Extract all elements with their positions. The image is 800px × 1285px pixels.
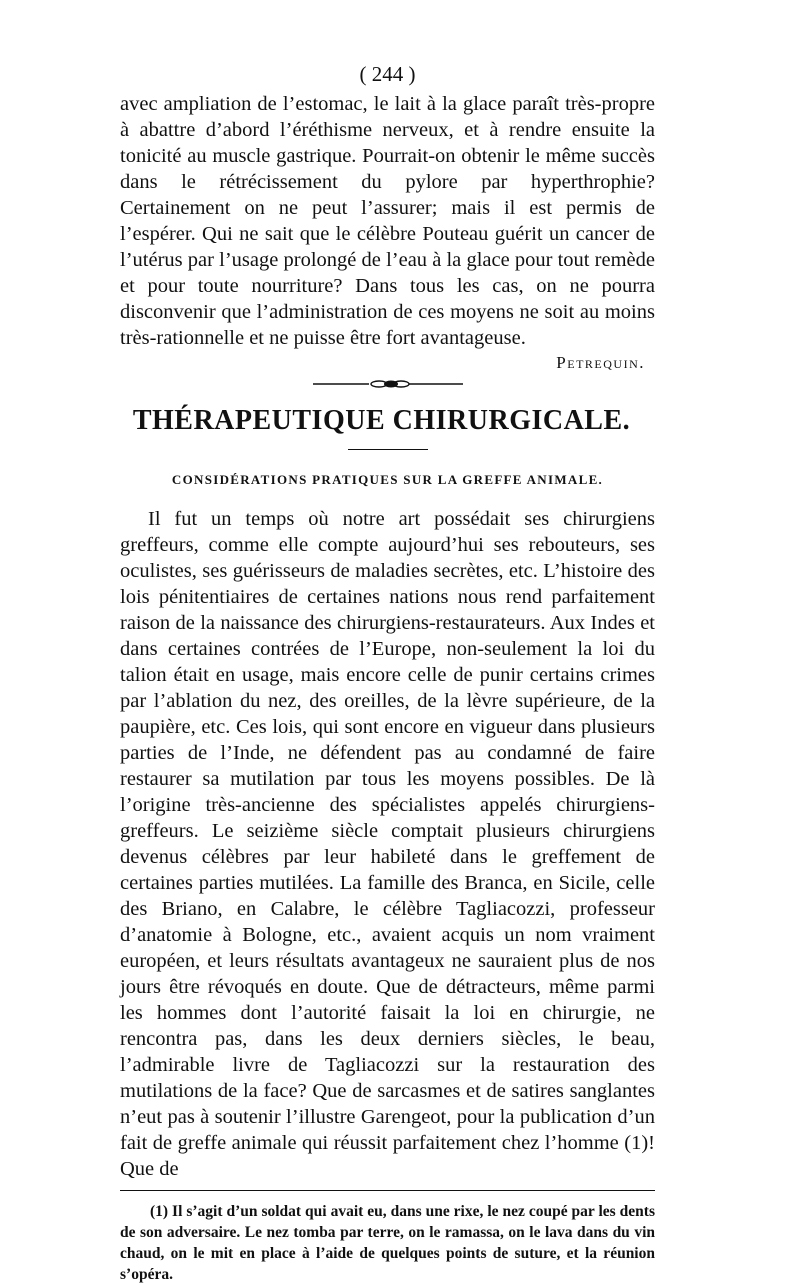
section-subtitle: CONSIDÉRATIONS PRATIQUES SUR LA GREFFE ANIMALE.: [171, 472, 604, 487]
intro-paragraph: avec ampliation de l’estomac, le lait à la glace paraît très-propre à abattre d’abord l’éréthisme nerveux, et à rendre ensuite la tonicité au muscle gastrique. Pourrait-on obtenir le même succès dans le rétrécissement du pylore par hyperthrophie? Certainement on ne peut l’assurer; mais il est permis de l’espérer. Qui ne sait que le célèbre Pouteau guérit un cancer de l’utérus par l’usage prolongé de l’eau à la glace pour tout remède et pour toute nourriture? Dans tous les cas, on ne pourra disconvenir que l’administration de ces moyens ne soit au moins très-rationnelle et ne puisse être fort avantageuse.: [120, 93, 655, 349]
body-paragraph: Il fut un temps où notre art possédait ses chirurgiens greffeurs, comme elle compte aujourd’hui ses rebouteurs, ses oculistes, ses guérisseurs de maladies secrètes, etc. L’histoire des lois pénitentiaires de certaines nations nous rend parfaitement raison de la naissance des chirurgiens-restaurateurs. Aux Indes et dans certaines contrées de l’Europe, non-seulement la loi du talion était en usage, mais encore celle de punir certains crimes par l’ablation du nez, des oreilles, de la lèvre supérieure, de la paupière, etc. Ces lois, qui sont encore en vigueur dans plusieurs parties de l’Inde, ne défendent pas au condamné de faire restaurer sa mutilation par tous les moyens possibles. De là l’origine très-ancienne des spécialistes appelés chirurgiens-greffeurs. Le seizième siècle comptait plusieurs chirurgiens devenus célèbres par leur habileté dans le greffement de certaines parties mutilées. La famille des Branca, en Sicile, celle des Briano, en Calabre, le célèbre Tagliacozzi, professeur d’anatomie à Bologne, etc., avaient acquis un nom vraiment européen, et leurs résultats avantageux ne sauraient plus de nos jours être révoqués en doute. Que de détracteurs, même parmi les hommes dont l’autorité faisait la loi en chirurgie, ne rencontra pas, dans les deux derniers siècles, le beau, l’admirable livre de Tagliacozzi sur la restauration des mutilations de la face? Que de sarcasmes et de satires sanglantes n’eut pas à soutenir l’illustre Garengeot, pour la publication d’un fait de greffe animale qui réussit parfaitement chez l’homme (1)! Que de: [120, 508, 655, 1180]
author-signature: Petrequin.: [556, 353, 645, 372]
page: [120, 62, 655, 1285]
footnote: (1) Il s’agit d’un soldat qui avait eu, dans une rixe, le nez coupé par les dents de son adversaire. Le nez tomba par terre, on le ramassa, on le lava dans du vin chaud, on le mit en place à l’aide de quelques points de suture, et la réunion s’opéra.: [120, 1203, 655, 1283]
title-rule: [348, 449, 428, 450]
page-number: ( 244 ): [359, 62, 416, 86]
section-title: THÉRAPEUTIQUE CHIRURGICALE.: [132, 405, 631, 436]
ornament-divider-icon: [313, 379, 463, 389]
footnote-rule: [120, 1190, 655, 1191]
